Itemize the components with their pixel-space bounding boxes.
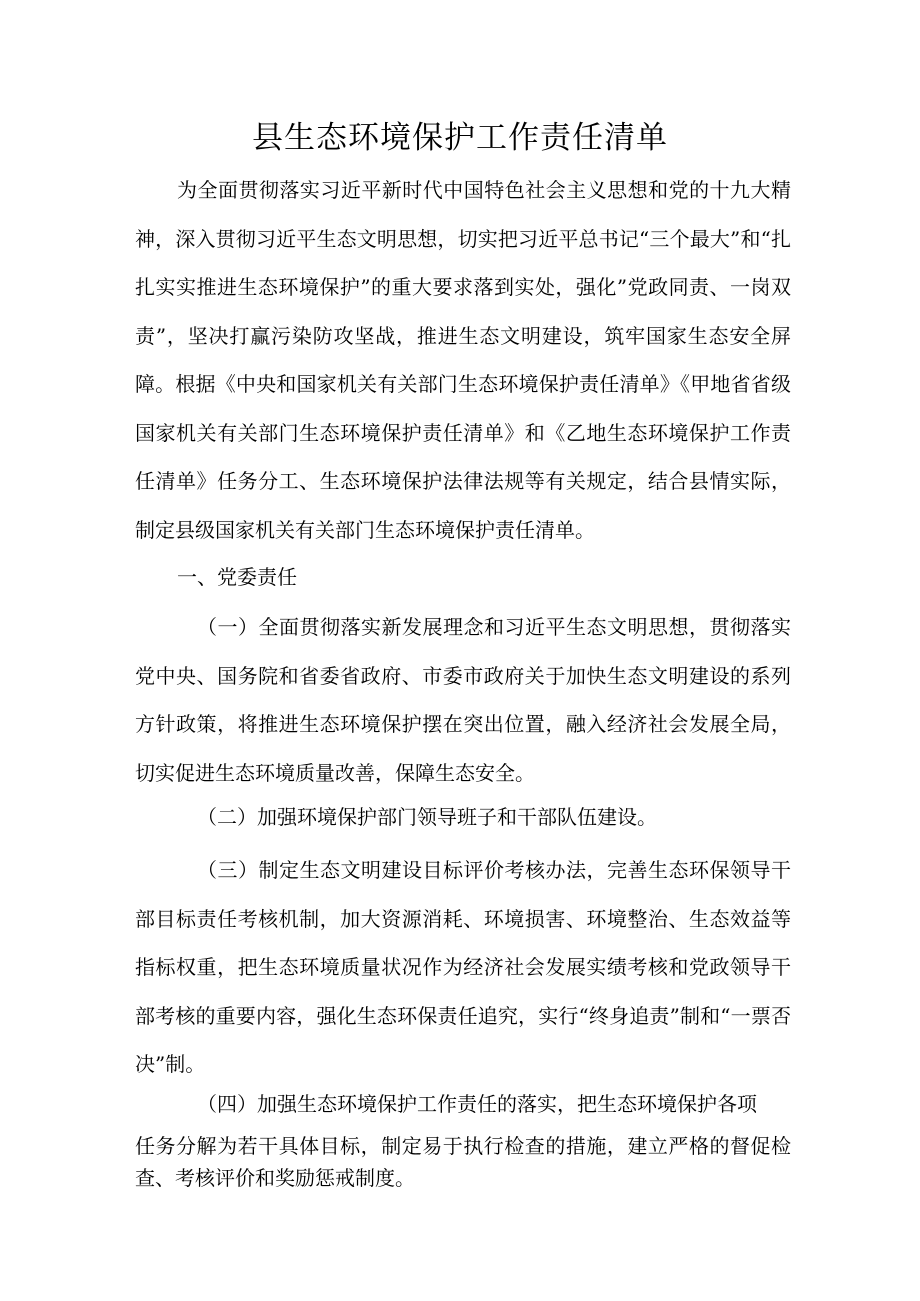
- item-2-paragraph: （二）加强环境保护部门领导班子和干部队伍建设。: [197, 805, 657, 829]
- item-1-paragraph: （一）全面贯彻落实新发展理念和习近平生态文明思想，贯彻落实党中央、国务院和省委省政府、市委市政府关于加快生态文明建设的系列方针政策，将推进生态环境保护摆在突出位置，融入经济社会发展全局，切实促进生态环境质量改善，保障生态安全。: [135, 615, 791, 785]
- document-title: 县生态环境保护工作责任清单: [252, 120, 668, 156]
- section-heading-party-committee: 一、党委责任: [177, 565, 297, 589]
- item-4-first-line: （四）加强生态环境保护工作责任的落实，把生态环境保护各项: [197, 1092, 757, 1116]
- intro-paragraph: 为全面贯彻落实习近平新时代中国特色社会主义思想和党的十九大精神，深入贯彻习近平生态文明思想，切实把习近平总书记“三个最大”和“扎扎实实推进生态环境保护”的重大要求落到实处，强化”党政同责、一岗双责”，坚决打赢污染防攻坚战，推进生态文明建设，筑牢国家生态安全屏障。根据《中央和国家机关有关部门生态环境保护责任清单》《甲地省省级国家机关有关部门生态环境保护责任清单》和《乙地生态环境保护工作责任清单》任务分工、生态环境保护法律法规等有关规定，结合县情实际，制定县级国家机关有关部门生态环境保护责任清单。: [135, 178, 791, 542]
- item-4-continuation: 任务分解为若干具体目标，制定易于执行检查的措施，建立严格的督促检查、考核评价和奖励惩戒制度。: [135, 1134, 791, 1190]
- item-3-paragraph: （三）制定生态文明建设目标评价考核办法，完善生态环保领导干部目标责任考核机制，加大资源消耗、环境损害、环境整治、生态效益等指标权重，把生态环境质量状况作为经济社会发展实绩考核和党政领导干部考核的重要内容，强化生态环保责任追究，实行“终身追责”制和“一票否决”制。: [135, 858, 791, 1076]
